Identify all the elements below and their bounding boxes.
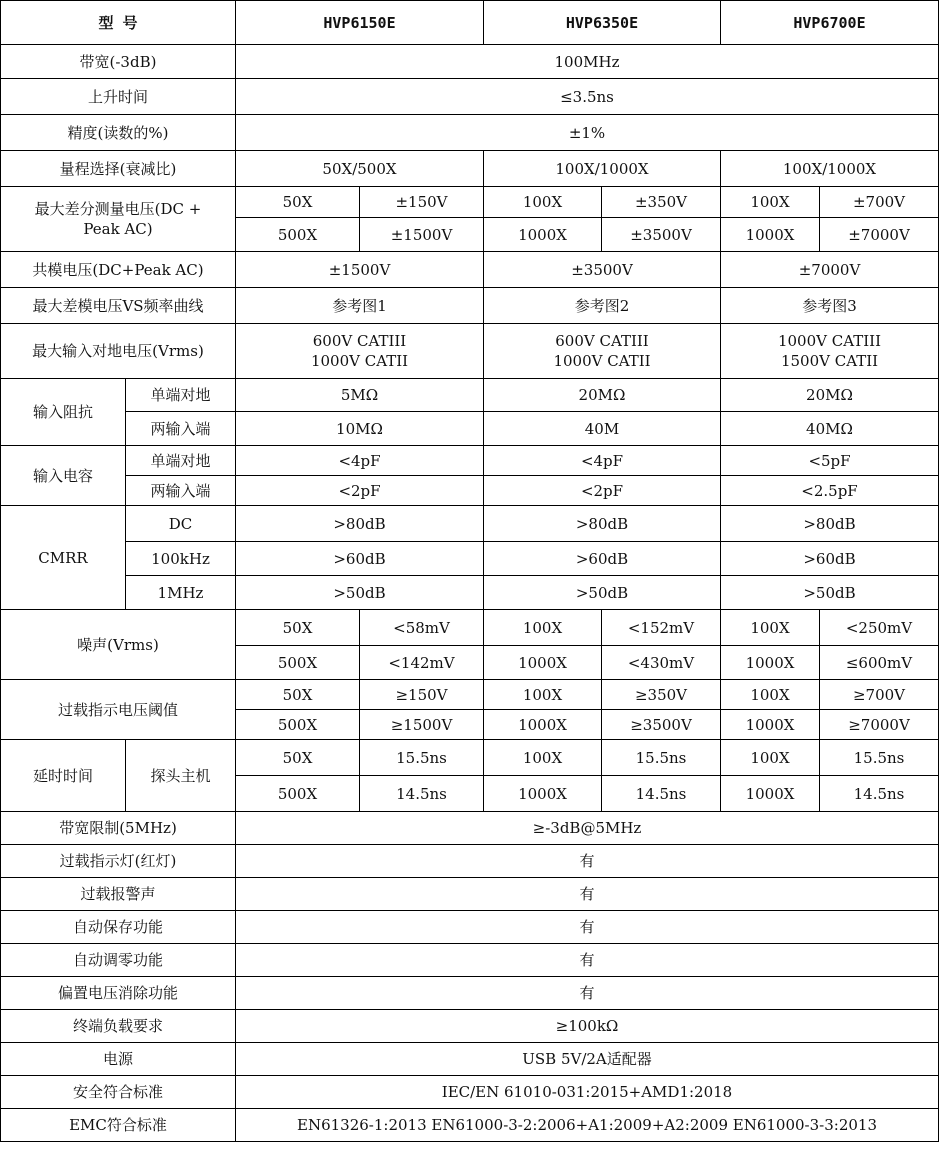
sub-label: 1MHz bbox=[126, 576, 236, 610]
cell: 1000X bbox=[484, 710, 602, 740]
cell: 100X bbox=[721, 187, 820, 218]
cell: 100X/1000X bbox=[484, 151, 721, 187]
cell: 500X bbox=[236, 646, 360, 680]
cell: 1000X bbox=[721, 646, 820, 680]
sub-label: 100kHz bbox=[126, 542, 236, 576]
sub-label: DC bbox=[126, 506, 236, 542]
table-row bbox=[1, 680, 939, 710]
table-row bbox=[1, 476, 939, 506]
row-label: 过载指示灯(红灯) bbox=[1, 845, 236, 878]
cell: ±7000V bbox=[820, 218, 939, 252]
table-row bbox=[1, 45, 939, 79]
row-label: CMRR bbox=[1, 506, 126, 610]
header-row bbox=[1, 1, 939, 45]
cell: 100X bbox=[484, 610, 602, 646]
cell: 参考图1 bbox=[236, 288, 484, 324]
cell: 100X/1000X bbox=[721, 151, 939, 187]
row-value: 有 bbox=[236, 878, 939, 911]
sub-label: 两输入端 bbox=[126, 412, 236, 446]
row-label: 上升时间 bbox=[1, 79, 236, 115]
cell: 1000X bbox=[484, 776, 602, 812]
cell: <2pF bbox=[484, 476, 721, 506]
row-label: EMC符合标准 bbox=[1, 1109, 236, 1142]
row-label: 共模电压(DC+Peak AC) bbox=[1, 252, 236, 288]
cell: <152mV bbox=[602, 610, 721, 646]
table-row bbox=[1, 542, 939, 576]
row-label: 偏置电压消除功能 bbox=[1, 977, 236, 1010]
cell: 500X bbox=[236, 218, 360, 252]
table-row bbox=[1, 446, 939, 476]
row-value: 有 bbox=[236, 845, 939, 878]
row-label bbox=[1, 187, 236, 252]
cell: <4pF bbox=[236, 446, 484, 476]
table-row bbox=[1, 412, 939, 446]
table-row bbox=[1, 324, 939, 379]
table-row bbox=[1, 944, 939, 977]
cell: ±150V bbox=[360, 187, 484, 218]
table-row bbox=[1, 151, 939, 187]
cell: 50X bbox=[236, 610, 360, 646]
table-row bbox=[1, 187, 939, 218]
row-value: EN61326-1:2013 EN61000-3-2:2006+A1:2009+A2:2009 EN61000-3-3:2013 bbox=[236, 1109, 939, 1142]
cell bbox=[721, 324, 939, 379]
cell: 14.5ns bbox=[602, 776, 721, 812]
cell: ≥1500V bbox=[360, 710, 484, 740]
cell: ±700V bbox=[820, 187, 939, 218]
table-row bbox=[1, 1076, 939, 1109]
model-hvp6150e: HVP6150E bbox=[236, 1, 484, 45]
cell: >80dB bbox=[721, 506, 939, 542]
cell-line: 1000V CATII bbox=[310, 352, 409, 370]
cell: 1000X bbox=[484, 218, 602, 252]
cell: 15.5ns bbox=[360, 740, 484, 776]
cell: <58mV bbox=[360, 610, 484, 646]
row-value: 有 bbox=[236, 944, 939, 977]
cell: ±3500V bbox=[484, 252, 721, 288]
cell: 15.5ns bbox=[820, 740, 939, 776]
model-header: 型 号 bbox=[1, 1, 236, 45]
cell: <2.5pF bbox=[721, 476, 939, 506]
cell: 参考图2 bbox=[484, 288, 721, 324]
cell: 15.5ns bbox=[602, 740, 721, 776]
table-row bbox=[1, 79, 939, 115]
table-row bbox=[1, 740, 939, 776]
table-row bbox=[1, 576, 939, 610]
cell: 100X bbox=[721, 740, 820, 776]
cell: <2pF bbox=[236, 476, 484, 506]
cell: ±1500V bbox=[236, 252, 484, 288]
table-row bbox=[1, 812, 939, 845]
cell: <5pF bbox=[721, 446, 939, 476]
cell: <142mV bbox=[360, 646, 484, 680]
label-line: 最大差分测量电压(DC + bbox=[34, 200, 202, 218]
cell: 参考图3 bbox=[721, 288, 939, 324]
cell: ≤600mV bbox=[820, 646, 939, 680]
cell-line: 600V CATIII bbox=[312, 332, 407, 350]
cell: ≥150V bbox=[360, 680, 484, 710]
cell: >60dB bbox=[236, 542, 484, 576]
cell: 100X bbox=[721, 680, 820, 710]
cell: >80dB bbox=[236, 506, 484, 542]
cell: 1000X bbox=[721, 776, 820, 812]
cell: 100X bbox=[484, 680, 602, 710]
row-value: 有 bbox=[236, 911, 939, 944]
row-label: 自动调零功能 bbox=[1, 944, 236, 977]
row-label: 过载报警声 bbox=[1, 878, 236, 911]
cell: 500X bbox=[236, 710, 360, 740]
cell: 100X bbox=[721, 610, 820, 646]
row-value: ≥-3dB@5MHz bbox=[236, 812, 939, 845]
table-row bbox=[1, 115, 939, 151]
sub-label: 单端对地 bbox=[126, 379, 236, 412]
table-row bbox=[1, 911, 939, 944]
cell: >60dB bbox=[484, 542, 721, 576]
cell: 100X bbox=[484, 740, 602, 776]
cell: ±350V bbox=[602, 187, 721, 218]
cell: 1000X bbox=[721, 218, 820, 252]
cell: 20MΩ bbox=[721, 379, 939, 412]
model-hvp6350e: HVP6350E bbox=[484, 1, 721, 45]
cell: ±3500V bbox=[602, 218, 721, 252]
cell-line: 1500V CATII bbox=[780, 352, 879, 370]
cell: 5MΩ bbox=[236, 379, 484, 412]
row-label: 最大差模电压VS频率曲线 bbox=[1, 288, 236, 324]
cell-line: 1000V CATIII bbox=[777, 332, 882, 350]
cell: 20MΩ bbox=[484, 379, 721, 412]
cell: >50dB bbox=[236, 576, 484, 610]
table-row bbox=[1, 1010, 939, 1043]
cell: <430mV bbox=[602, 646, 721, 680]
cell-line: 1000V CATII bbox=[553, 352, 651, 370]
cell: ≥350V bbox=[602, 680, 721, 710]
cell: <250mV bbox=[820, 610, 939, 646]
table-row bbox=[1, 288, 939, 324]
table-row bbox=[1, 1043, 939, 1076]
row-label: 噪声(Vrms) bbox=[1, 610, 236, 680]
cell: <4pF bbox=[484, 446, 721, 476]
table-row bbox=[1, 379, 939, 412]
row-label: 安全符合标准 bbox=[1, 1076, 236, 1109]
model-hvp6700e: HVP6700E bbox=[721, 1, 939, 45]
table-row bbox=[1, 845, 939, 878]
row-label: 带宽(-3dB) bbox=[1, 45, 236, 79]
row-value: ±1% bbox=[236, 115, 939, 151]
cell: 100X bbox=[484, 187, 602, 218]
cell: ±7000V bbox=[721, 252, 939, 288]
cell: 40M bbox=[484, 412, 721, 446]
row-value: ≥100kΩ bbox=[236, 1010, 939, 1043]
label-line: Peak AC) bbox=[83, 220, 153, 238]
cell: 10MΩ bbox=[236, 412, 484, 446]
cell: 50X bbox=[236, 187, 360, 218]
cell-line: 600V CATIII bbox=[555, 332, 649, 350]
table-row bbox=[1, 252, 939, 288]
cell: 14.5ns bbox=[360, 776, 484, 812]
cell: ≥7000V bbox=[820, 710, 939, 740]
row-value: USB 5V/2A适配器 bbox=[236, 1043, 939, 1076]
sub-label: 两输入端 bbox=[126, 476, 236, 506]
cell: 40MΩ bbox=[721, 412, 939, 446]
cell: >50dB bbox=[721, 576, 939, 610]
row-value: IEC/EN 61010-031:2015+AMD1:2018 bbox=[236, 1076, 939, 1109]
cell: 50X bbox=[236, 680, 360, 710]
row-label: 量程选择(衰减比) bbox=[1, 151, 236, 187]
row-value: 100MHz bbox=[236, 45, 939, 79]
table-row bbox=[1, 1109, 939, 1142]
row-label: 电源 bbox=[1, 1043, 236, 1076]
row-label: 带宽限制(5MHz) bbox=[1, 812, 236, 845]
row-label: 输入阻抗 bbox=[1, 379, 126, 446]
cell: ≥700V bbox=[820, 680, 939, 710]
table-row bbox=[1, 878, 939, 911]
cell: 50X bbox=[236, 740, 360, 776]
cell: ≥3500V bbox=[602, 710, 721, 740]
table-row bbox=[1, 506, 939, 542]
cell: 50X/500X bbox=[236, 151, 484, 187]
row-label: 终端负载要求 bbox=[1, 1010, 236, 1043]
row-label: 最大输入对地电压(Vrms) bbox=[1, 324, 236, 379]
cell bbox=[236, 324, 484, 379]
cell: >50dB bbox=[484, 576, 721, 610]
row-label: 输入电容 bbox=[1, 446, 126, 506]
row-label: 过载指示电压阈值 bbox=[1, 680, 236, 740]
row-value: ≤3.5ns bbox=[236, 79, 939, 115]
row-value: 有 bbox=[236, 977, 939, 1010]
cell: >80dB bbox=[484, 506, 721, 542]
row-label: 自动保存功能 bbox=[1, 911, 236, 944]
sub-label: 探头主机 bbox=[126, 740, 236, 812]
cell: ±1500V bbox=[360, 218, 484, 252]
cell: 500X bbox=[236, 776, 360, 812]
row-label: 延时时间 bbox=[1, 740, 126, 812]
table-row bbox=[1, 977, 939, 1010]
cell: 1000X bbox=[721, 710, 820, 740]
cell: >60dB bbox=[721, 542, 939, 576]
row-label: 精度(读数的%) bbox=[1, 115, 236, 151]
cell: 1000X bbox=[484, 646, 602, 680]
sub-label: 单端对地 bbox=[126, 446, 236, 476]
cell: 14.5ns bbox=[820, 776, 939, 812]
table-row bbox=[1, 610, 939, 646]
cell bbox=[484, 324, 721, 379]
